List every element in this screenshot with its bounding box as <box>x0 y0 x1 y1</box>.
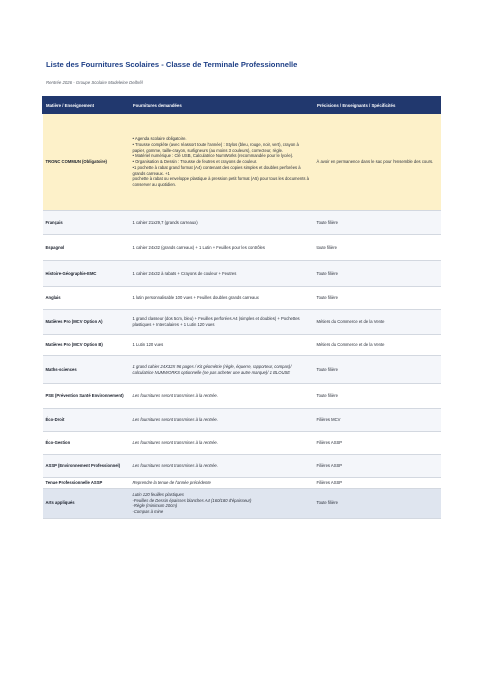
supplies-line: pochette à rabat ou enveloppe plastique à pression petit format (A5) pour tous les documents à conserver au quotidien. <box>132 176 309 187</box>
subject-cell: Maths-sciences <box>43 356 130 384</box>
supplies-cell: 1 Lutin 120 vues <box>130 335 314 356</box>
notes-cell: Toute filière <box>314 211 441 235</box>
supplies-line: •1 pochette à rabat grand format (A4) contenant des copies simples et doubles perforées à grands carreaux. +1 <box>132 164 301 176</box>
supplies-line: -Règle (minimum 20cm) <box>132 503 178 509</box>
subject-cell: Arts appliqués <box>43 488 130 518</box>
subject-cell: Français <box>43 211 130 235</box>
notes-cell: Filières ASSP <box>314 455 441 478</box>
table-row <box>43 455 441 478</box>
notes-cell: Toute filière <box>314 287 441 310</box>
supplies-cell: 1 lutin personnalisable 100 vues + Feuilles doubles grands carreaux <box>130 287 314 310</box>
supplies-line: • Trousse complète (avec réassort toute l'année) : Stylos (bleu, rouge, noir, vert), crayon à papier, gomme, taille-crayon, surligneurs (au moins 3 couleurs), correcteur, règle. <box>132 142 299 153</box>
supplies-line: • Agenda scolaire obligatoire. <box>132 136 187 142</box>
supplies-line: -Feuilles de Dessin épaisses blanches A4 (160/180 d'épaisseur) <box>132 497 252 503</box>
document-subtitle: Rentrée 2026 - Groupe Scolaire Madeleine Delbrêl <box>46 80 143 85</box>
supplies-line: Lutin 120 feuilles plastiques <box>132 491 184 497</box>
subject-cell: Espagnol <box>43 235 130 261</box>
supplies-cell: Les fournitures seront transmises à la rentrée. <box>130 384 314 409</box>
supplies-cell: Les fournitures seront transmises à la rentrée. <box>130 455 314 478</box>
table-row <box>43 432 441 455</box>
notes-cell: Toute filière <box>314 261 441 287</box>
subject-cell: Histoire-Géographie-EMC <box>43 261 130 287</box>
supplies-line: • Matériel numérique : Clé USB, Calculatrice NumWorks (recommandée pour le lycée). <box>132 153 294 159</box>
table-row <box>43 335 441 356</box>
supplies-table <box>42 96 441 519</box>
table-row <box>43 409 441 432</box>
table-row <box>43 478 441 489</box>
document-title: Liste des Fournitures Scolaires - Classe de Terminale Professionnelle <box>46 60 298 69</box>
notes-cell: toute filière <box>314 235 441 261</box>
notes-cell: Métiers du Commerce et de la Vente <box>314 310 441 335</box>
header-notes: Précisions / Enseignants / Spécificités <box>314 97 441 114</box>
supplies-cell: 1 grand cahier 24X32X 96 pages / Kit géométrie (règle, équerre, rapporteur, compas)/ calculatrice NUMWORKS optionnelle (ne pas acheter une autre marque)/ 1 BLOUSE <box>130 356 314 384</box>
subject-cell: Éco-Gestion <box>43 432 130 455</box>
header-supplies: Fournitures demandées <box>130 97 314 114</box>
supplies-cell: 1 grand classeur (dos 5cm, bleu) + Feuilles perforées A4 (simples et doubles) + Pochettes plastiques + Intercalaires + 1 Lutin 120 vues <box>130 310 314 335</box>
supplies-cell: Reprendre la tenue de l'année précédente <box>130 478 314 489</box>
subject-cell: TRONC COMMUN (Obligatoire) <box>43 114 130 211</box>
supplies-cell: Les fournitures seront transmises à la rentrée. <box>130 432 314 455</box>
notes-cell: Toute filière <box>314 384 441 409</box>
table-row <box>43 384 441 409</box>
table-row <box>43 488 441 518</box>
table-row <box>43 211 441 235</box>
notes-cell: Toute filière <box>314 356 441 384</box>
supplies-cell: 1 cahier 24x32 (grands carreaux) + 1 Lutin + Feuilles pour les contrôles <box>130 235 314 261</box>
subject-cell: Matières Pro (MCV Option A) <box>43 310 130 335</box>
notes-cell: Toute filière <box>314 488 441 518</box>
table-header-row <box>43 97 441 114</box>
table-row <box>43 287 441 310</box>
table-row <box>43 356 441 384</box>
table-row <box>43 310 441 335</box>
subject-cell: Éco-Droit <box>43 409 130 432</box>
supplies-cell <box>130 114 314 211</box>
table-row <box>43 235 441 261</box>
header-subject: Matière / Enseignement <box>43 97 130 114</box>
subject-cell: Matières Pro (MCV Option B) <box>43 335 130 356</box>
table-row <box>43 114 441 211</box>
supplies-cell: 1 cahier 21x29,7 (grands carreaux) <box>130 211 314 235</box>
supplies-cell: 1 cahier 24x32 à rabats + Crayons de couleur + Feutres <box>130 261 314 287</box>
notes-cell: Filières ASSP <box>314 432 441 455</box>
subject-cell: Tenue Professionnelle ASSP <box>43 478 130 489</box>
subject-cell: PSE (Prévention Santé Environnement) <box>43 384 130 409</box>
notes-cell: À avoir en permanence dans le sac pour l'ensemble des cours. <box>314 114 441 211</box>
supplies-cell: Les fournitures seront transmises à la rentrée. <box>130 409 314 432</box>
notes-cell: Filières MCV <box>314 409 441 432</box>
notes-cell: Métiers du Commerce et de la Vente <box>314 335 441 356</box>
notes-cell: Filières ASSP <box>314 478 441 489</box>
subject-cell: ASSP (Environnement Professionnel) <box>43 455 130 478</box>
supplies-cell <box>130 488 314 518</box>
supplies-line: • Organisation & Dessin : Trousse de feutres et crayons de couleur. <box>132 159 258 165</box>
supplies-line: -Compas à mine <box>132 508 164 514</box>
table-row <box>43 261 441 287</box>
subject-cell: Anglais <box>43 287 130 310</box>
